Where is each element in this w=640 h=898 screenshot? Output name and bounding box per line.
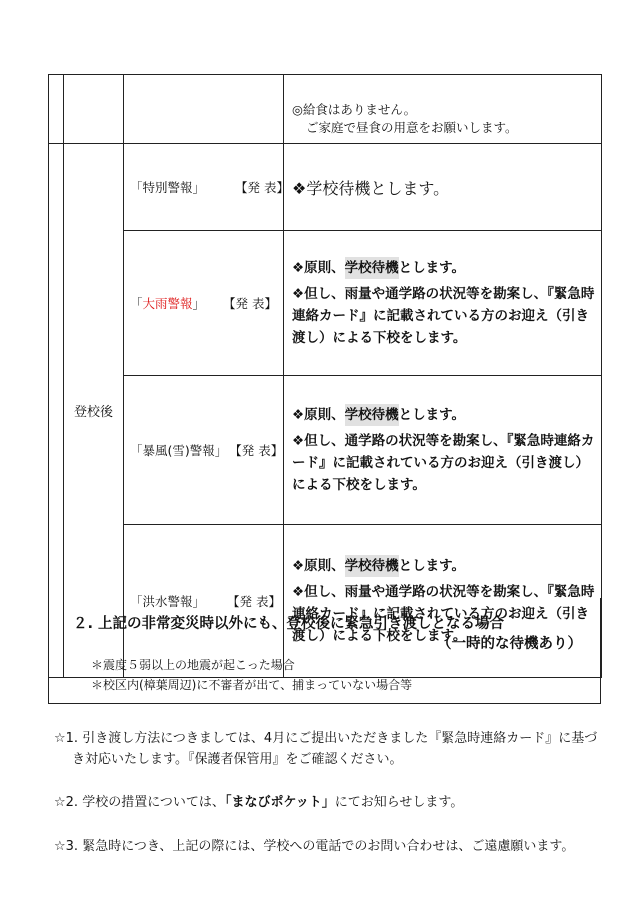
bullet-prefix: ❖原則、: [292, 558, 345, 574]
bullet-suffix: とします。: [398, 260, 466, 276]
bullet-principle: [292, 257, 595, 279]
bullet-suffix: とします。: [398, 558, 466, 574]
highlight-text: 学校待機: [345, 555, 399, 577]
table-row: [49, 75, 602, 144]
table-cell-empty: [49, 75, 64, 144]
bullet-prefix: ❖原則、: [292, 260, 345, 276]
note-2: [54, 792, 610, 813]
section-2-box: [48, 598, 601, 704]
table-row: [49, 144, 602, 231]
warning-name: 大雨警報: [142, 296, 193, 311]
warning-condition: [124, 144, 289, 231]
action-text: [284, 231, 602, 376]
note-1-line-2: き対応いたします。『保護者保管用』をご確認ください。: [72, 752, 403, 767]
action-statement: ❖学校待機とします。: [292, 178, 450, 198]
warning-condition: [124, 231, 284, 376]
manabi-pocket-label: 「まなびポケット」: [224, 795, 335, 810]
warning-name: 「特別警報」: [130, 180, 206, 195]
warning-name: 「暴風(雪)警報」: [130, 443, 228, 458]
section-2-subtitle: （一時的な待機あり）: [437, 636, 582, 652]
note-3-text: ☆3. 緊急時につき、上記の際には、学校への電話でのお問い合わせは、ご遠慮願います。: [54, 839, 575, 854]
section-2-item-intruder: ＊校区内(樟葉周辺)に不審者が出て、捕まっていない場合等: [91, 678, 413, 692]
warning-name: 「洪水警報」: [130, 594, 206, 609]
announce-label: 【発 表】: [229, 443, 284, 458]
announce-label: 【発 表】: [227, 594, 281, 609]
announce-label: 【発 表】: [235, 180, 289, 195]
bullet-text: ❖但し、通学路の状況等を勘案し、『緊急時連絡カード』に記載されている方のお迎え（引き渡し）による下校をします。: [292, 433, 595, 493]
emergency-table: [48, 74, 602, 678]
bullet-principle: [292, 555, 595, 577]
note-1-line-1: ☆1. 引き渡し方法につきましては、4月にご提出いただきました『緊急時連絡カード』に基づ: [54, 731, 598, 746]
table-row: [49, 231, 602, 376]
warning-open: 「: [130, 296, 143, 311]
section-2-title: ２. 上記の非常変災時以外にも、登校後に緊急引き渡しとなる場合: [73, 616, 505, 632]
table-cell-empty: [124, 75, 284, 144]
warning-condition: [124, 376, 284, 525]
action-text: [284, 376, 602, 525]
bullet-suffix: とします。: [398, 407, 466, 423]
section-2-item-earthquake: ＊震度５弱以上の地震が起こった場合: [91, 658, 295, 672]
note-2-prefix: ☆2. 学校の措置については、: [54, 795, 225, 810]
lunch-note: [284, 75, 602, 144]
highlight-text: 学校待機: [345, 257, 399, 279]
bullet-exception: [292, 283, 595, 349]
announce-label: 【発 表】: [223, 296, 278, 311]
warning-close: 」: [192, 296, 206, 311]
bullet-text: ❖但し、雨量や通学路の状況等を勘案し、『緊急時連絡カード』に記載されている方のお迎え（引き渡し）による下校をします。: [292, 584, 595, 644]
timing-label: 登校後: [64, 144, 124, 678]
note-1: [54, 728, 610, 770]
lunch-line-2: ご家庭で昼食の用意をお願いします。: [306, 120, 518, 135]
bullet-prefix: ❖原則、: [292, 407, 345, 423]
highlight-text: 学校待機: [345, 404, 399, 426]
table-row: [49, 376, 602, 525]
note-3: [54, 836, 610, 857]
bullet-exception: [292, 430, 595, 496]
table-cell-empty: [64, 75, 124, 144]
note-2-suffix: にてお知らせします。: [334, 795, 464, 810]
lunch-line-1: ◎給食はありません。: [292, 102, 417, 117]
action-text: [284, 144, 602, 231]
bullet-text: ❖但し、雨量や通学路の状況等を勘案し、『緊急時連絡カード』に記載されている方のお迎え（引き渡し）による下校をします。: [292, 286, 595, 346]
bullet-principle: [292, 404, 595, 426]
